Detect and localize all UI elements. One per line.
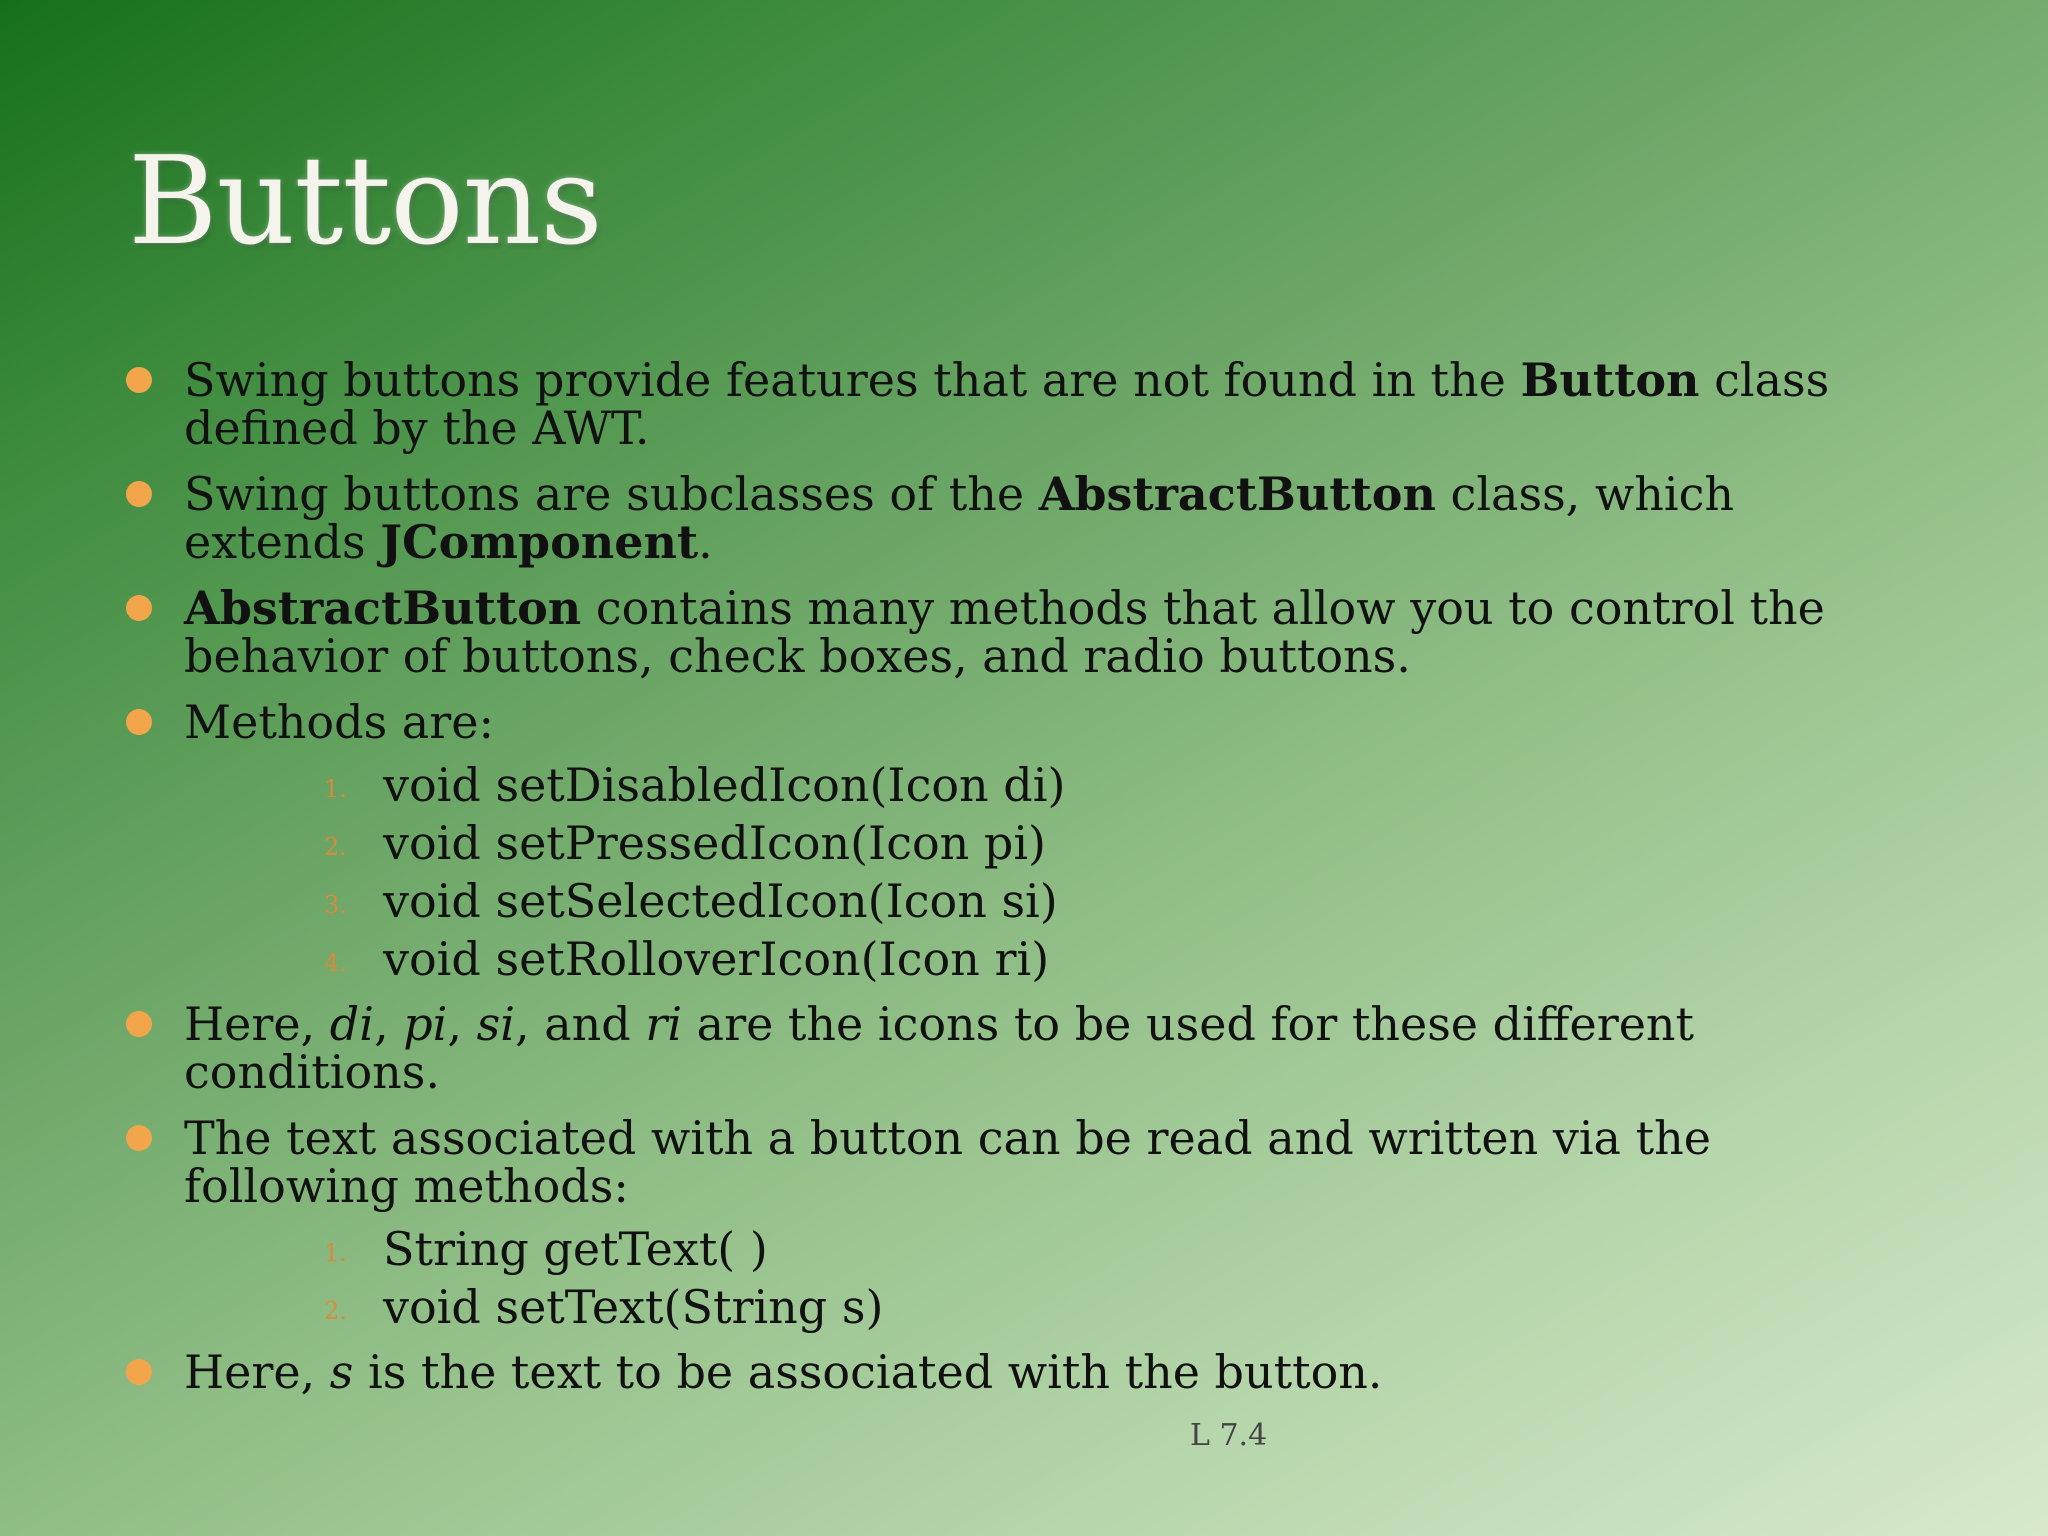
bullet-text: ,	[447, 997, 477, 1051]
list-item	[126, 872, 1926, 930]
bullet-item	[126, 581, 1926, 683]
bullet-text: , and	[514, 997, 646, 1051]
bullet-item	[126, 1345, 1926, 1399]
list-number: 1.	[324, 1239, 347, 1267]
list-item-text: void setSelectedIcon(Icon si)	[383, 874, 1058, 928]
bullet-text: class defined by the AWT.	[184, 353, 1830, 455]
bullet-text: is the text to be associated with the button.	[353, 1345, 1383, 1399]
bullet-italic-text: ri	[645, 997, 683, 1051]
bullet-text: Swing buttons are subclasses of the	[184, 467, 1039, 521]
bullet-text: The text associated with a button can be read and written via the following methods:	[184, 1111, 1711, 1213]
bullet-text: Swing buttons provide features that are not found in the	[184, 353, 1521, 407]
bullet-bold-text: AbstractButton	[184, 581, 582, 635]
bullet-dot-icon	[126, 1011, 152, 1037]
methods-list	[126, 756, 1926, 988]
slide-content	[126, 353, 1926, 1414]
bullet-bold-text: AbstractButton	[1038, 467, 1436, 521]
bullet-dot-icon	[126, 709, 152, 735]
bullet-bold-text: Button	[1520, 353, 1700, 407]
bullet-italic-text: pi	[403, 997, 448, 1051]
list-item-text: void setPressedIcon(Icon pi)	[383, 816, 1047, 870]
bullet-text: .	[698, 515, 713, 569]
bullet-item	[126, 1111, 1926, 1213]
bullet-text: Here,	[184, 1345, 330, 1399]
list-item-text: String getText( )	[383, 1222, 768, 1276]
bullet-item	[126, 695, 1926, 749]
list-item	[126, 1278, 1926, 1336]
bullet-text: Here,	[184, 997, 330, 1051]
list-number: 1.	[324, 775, 347, 803]
list-number: 2.	[324, 1297, 347, 1325]
list-number: 4.	[324, 949, 347, 977]
slide-title: Buttons	[128, 130, 602, 272]
list-number: 3.	[324, 891, 347, 919]
bullet-text: class, which extends	[184, 467, 1735, 569]
bullet-dot-icon	[126, 367, 152, 393]
list-item-text: void setRolloverIcon(Icon ri)	[383, 932, 1050, 986]
bullet-bold-text: JComponent	[380, 515, 699, 569]
bullet-italic-text: si	[476, 997, 515, 1051]
bullet-text: are the icons to be used for these different conditions.	[184, 997, 1695, 1099]
bullet-item	[126, 997, 1926, 1099]
bullet-italic-text: di	[329, 997, 374, 1051]
bullet-dot-icon	[126, 595, 152, 621]
list-item	[126, 814, 1926, 872]
list-item	[126, 756, 1926, 814]
bullet-item	[126, 467, 1926, 569]
list-number: 2.	[324, 833, 347, 861]
list-item-text: void setDisabledIcon(Icon di)	[383, 758, 1066, 812]
slide-footer: L 7.4	[1190, 1418, 1268, 1453]
bullet-italic-text: s	[329, 1345, 354, 1399]
list-item-text: void setText(String s)	[383, 1280, 884, 1334]
list-item	[126, 930, 1926, 988]
bullet-text: contains many methods that allow you to control the behavior of buttons, check boxes, and radio buttons.	[184, 581, 1825, 683]
bullet-item	[126, 353, 1926, 455]
bullet-dot-icon	[126, 1359, 152, 1385]
bullet-dot-icon	[126, 481, 152, 507]
bullet-dot-icon	[126, 1125, 152, 1151]
bullet-text: Methods are:	[184, 695, 494, 749]
text-methods-list	[126, 1220, 1926, 1336]
list-item	[126, 1220, 1926, 1278]
bullet-text: ,	[373, 997, 404, 1051]
